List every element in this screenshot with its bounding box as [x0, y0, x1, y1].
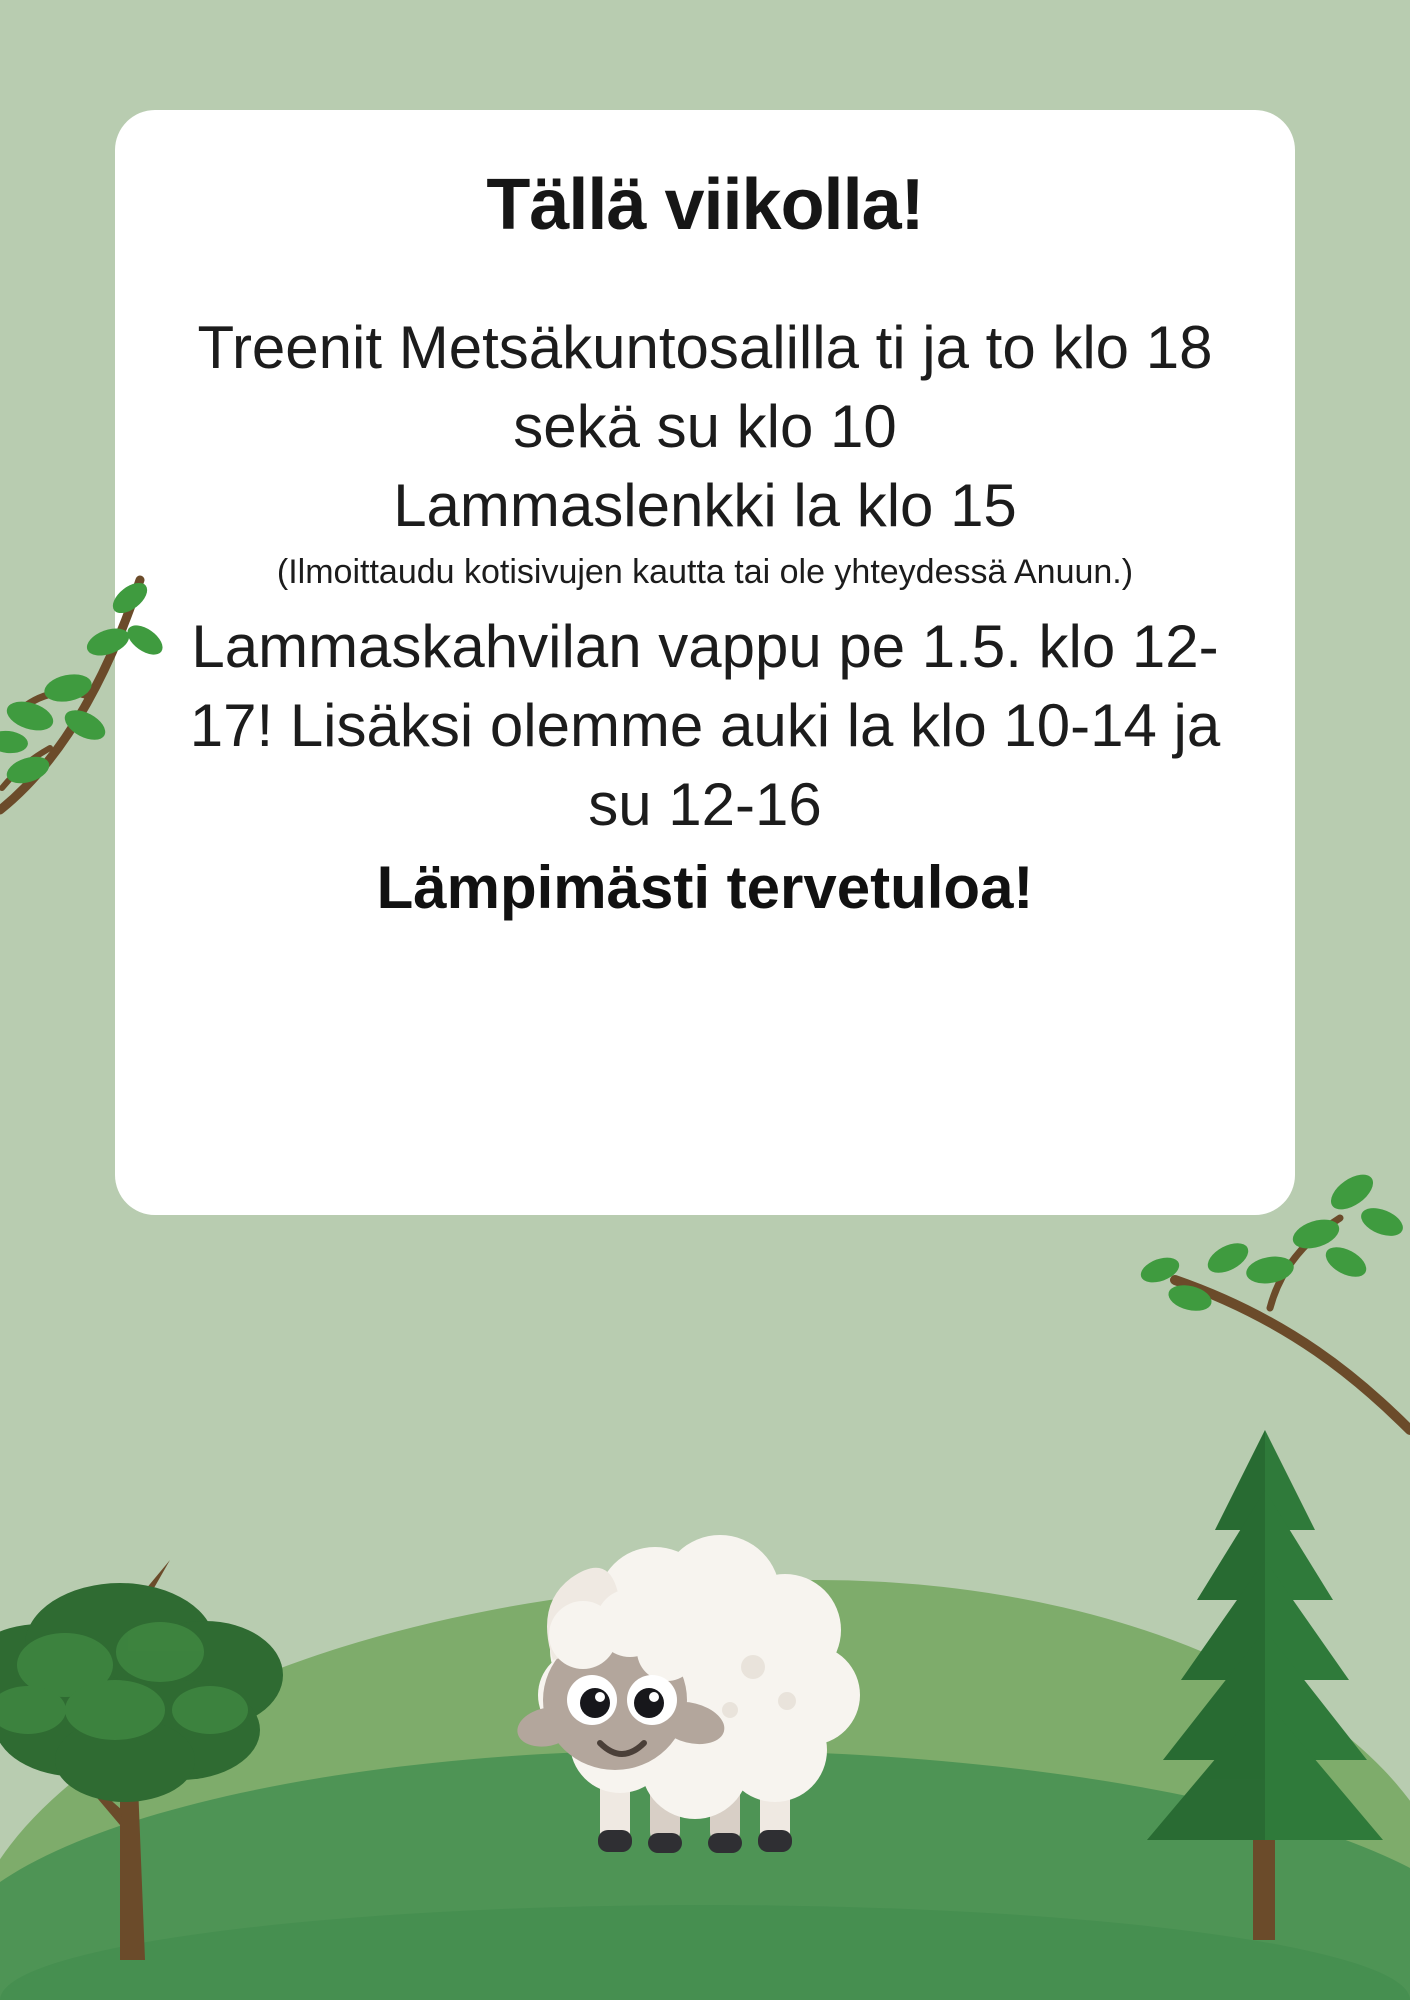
spacer [157, 599, 1253, 607]
schedule-sheep-walk: Lammaslenkki la klo 15 [393, 471, 1017, 539]
deciduous-tree-icon [0, 1380, 370, 1960]
page-title: Tällä viikolla! [486, 165, 924, 245]
willow-branch-left-icon [0, 520, 230, 820]
announcement-card [115, 110, 1295, 1215]
welcome-message: Lämpimästi tervetuloa! [376, 854, 1034, 922]
willow-branch-right-icon [1120, 1130, 1410, 1460]
cafe-mayday-info: Lammaskahvilan vappu pe 1.5. klo 12-17! Lisäksi olemme auki la klo 10-14 ja su 12-16 [189, 612, 1221, 839]
spruce-tree-icon [1135, 1420, 1395, 1940]
schedule-training: Treenit Metsäkuntosalilla ti ja to klo 18 sekä su klo 10 [197, 313, 1213, 460]
signup-note: (Ilmoittaudu kotisivujen kautta tai ole yhteydessä Anuun.) [276, 553, 1134, 592]
sheep-icon [495, 1455, 885, 1875]
